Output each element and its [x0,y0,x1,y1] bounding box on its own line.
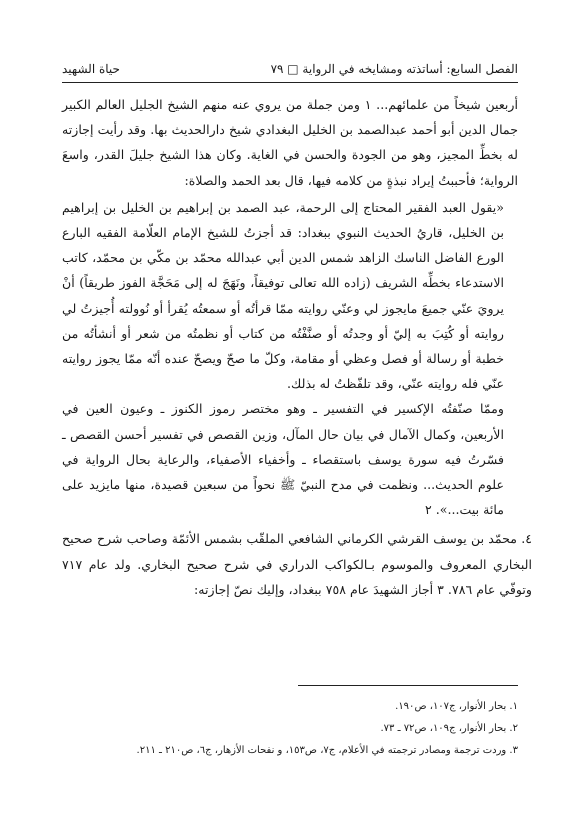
ijaza-quote-works: وممّا صنّفتُه الإكسير في التفسير ـ وهو مختصر رموز الكنوز ـ وعيون العين في الأربعين، وكمال الآمال في بيان حال المآل، وزين القصص في تفسير أحسن القصص ـ فسّرتُ فيه سورة يوسف باستقصاء ـ وأخفياء الأصفياء، والرعاية بحال الرواية في علوم الحديث... ونظمت في مدح النبيّ ﷺ نحواً من سبعين قصيدة، منها مايزيد على مائة بيت...». ٢ [62,401,504,518]
footnote-3: ٣. وردت ترجمة ومصادر ترجمته في الأعلام، ج٧، ص١٥٣، و نفحات الأزهار، ج٦، ص٢١٠ ـ ٢١١. [136,745,518,756]
footnote-1: ١. بحار الأنوار، ج١٠٧، ص١٩٠. [395,701,518,712]
footnote-rule [298,685,518,686]
footnote-2: ٢. بحار الأنوار، ج١٠٩، ص٧٢ ـ ٧٣. [380,723,518,734]
footnotes [62,696,518,762]
ijaza-quote: «يقول العبد الفقير المحتاج إلى الرحمة، عبد الصمد بن إبراهيم بن الخليل بن إبراهيم بن الخليل، قاريُ الحديث النبوي ببغداد: قد أجزتُ للشيخ الإمام العلّامة الفقيه البارع الورع الفاضل الناسك الزاهد شمس الدين أبي عبدالله محمّد بن مكّي بن محمّد، كاتب الاستدعاء بخطِّه الشريف (زاده الله تعالى توفيقاً، ونَهَجَ له إلى مَحَجَّة الفوز طريقاً) أنْ يرويَ عنّي جميعَ مايجوز لي وعنّي روايته ممّا قرأتُه أو سمعتُه يُقرأ أو نُوولته أُجيزتُ لي روايته أو كُتِبَ به إليّ أو وجدتُه أو صنَّفْتُه من كتاب أو نظمتُه من شعر أو أنشأتُه من خطبة أو رسالة أو فصل وعظي أو مقامة، وكلّ ما صحّ ويصحّ عنده أنّه ممّا يجوز روايته عنّي فله روايته عنّي، وقد تلفّظتُ له بذلك. [62,199,504,392]
book-title: حياة الشهيد [62,62,120,76]
numbered-item-4: ٤. محمّد بن يوسف القرشي الكرماني الشافعي الملقّب بشمس الأئمّة وصاحب شرح صحيح البخاري المعروف والموسوم بـالكواكب الدراري في شرح صحيح البخاري. ولد عام ٧١٧ وتوفّي عام ٧٨٦. ٣ أجاز الشهيدَ عام ٧٥٨ ببغداد، وإليك نصّ إجازته: [62,531,532,597]
header-rule [62,82,518,83]
main-text [62,92,532,602]
paragraph-intro: أربعين شيخاً من علمائهم... ١ ومن جملة من يروي عنه منهم الشيخ الجليل العالم الكبير جمال الدين أبو أحمد عبدالصمد بن الخليل البغدادي شيخ دارالحديث بها. وقد رأيت إجازته له بخطِّ المجيز، وهو من الجودة والحسن في الغاية. وكان هذا الشيخ جليلَ القدر، واسعَ الرواية؛ فأحببتُ إيراد نبذةٍ من كلامه فيها، قال بعد الحمد والصلاة: [62,97,518,188]
running-header [62,58,518,80]
chapter-heading: الفصل السابع: أساتذته ومشايخه في الرواية □ ٧٩ [270,62,518,76]
